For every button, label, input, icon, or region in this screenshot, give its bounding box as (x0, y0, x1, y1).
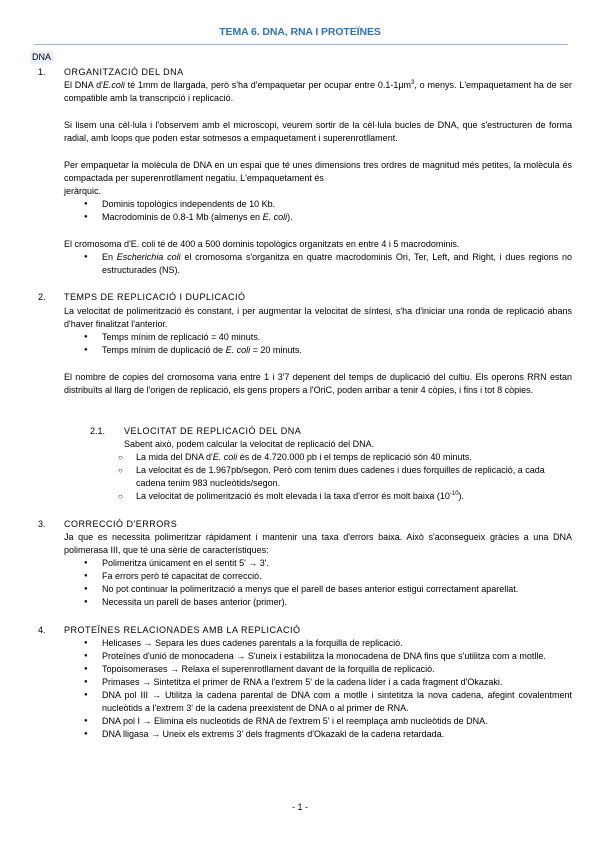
section-number: 3. (38, 519, 46, 529)
list-item: ● DNA lligasa → Uneix els extrems 3' dels fragments d'Okazaki de la cadena retardada. (84, 728, 572, 741)
section-label: DNA (32, 52, 52, 62)
list-item: ● En Escherichia coli el cromosoma s'organitza en quatre macrodominis Ori, Ter, Left, and Right, i dues regions no estructurades (NS). (84, 251, 572, 277)
list-item: ● Topoisomerases → Relaxa el superenrotllament davant de la forquilla de replicació. (84, 663, 572, 676)
list-item: ○ La velocitat de polimerització és molt elevada i la taxa d'error és molt baixa $(10^{-10})$. (118, 490, 572, 503)
paragraph: La velocitat de polimerització és constant, i per augmentar la velocitat de síntesi, s'ha d'iniciar una ronda de replicació abans d'haver finalitzat l'anterior. (64, 306, 572, 329)
paragraph: El cromosoma d'E. coli té de 400 a 500 dominis topològics organitzats en entre 4 i 5 macrodominis. (64, 239, 460, 249)
section-number: 2.1. (90, 426, 106, 436)
list-item: ● Dominis topològics independents de 10 Kb. (84, 198, 572, 211)
section-heading: ORGANITZACIÓ DEL DNA (64, 67, 184, 77)
section-heading: PROTEÏNES RELACIONADES AMB LA REPLICACIÓ (64, 625, 301, 635)
list-item: ○ La velocitat és de 1.967pb/segon. Però com tenim dues cadenes i dues forquilles de replicació, a cada cadena tenim 983 nucleòtids/segon. (118, 464, 572, 490)
paragraph: Per empaquetar la molècula de DNA en un espai que té unes dimensions tres ordres de magnitud més petites, la molècula és compactada per superenrotllament negatiu. L'empaquetament és (64, 160, 572, 183)
list-item: ● Macrodominis de 0.8-1 Mb (almenys en E. coli). (84, 211, 572, 224)
section-number: 4. (38, 625, 46, 635)
list-item: ● Proteïnes d'unió de monocadena → S'uneix i estabilitza la monocadena de DNA fins que s'utilitza com a motlle. (84, 650, 572, 663)
paragraph: Ja que es necessita polimeritzar ràpidament i mantenir una taxa d'errors baixa. Això s'aconsegueix gràcies a una DNA polimerasa III, que té una sèrie de característiques: (64, 532, 572, 555)
paragraph: El DNA d'E.coli té 1mm de llargada, però s'ha d'empaquetar per ocupar entre $0.1-1\mu m^3$, o menys. L'empaquetament ha de ser compatible amb la transcripció i replicació. (64, 80, 573, 103)
section-heading: CORRECCIÓ D'ERRORS (64, 519, 178, 529)
title-underline (34, 44, 568, 45)
list-item: ● Necessita un parell de bases anterior (primer). (84, 596, 572, 609)
bullet-list (84, 251, 572, 277)
list-item: ● DNA pol III → Utilitza la cadena parental de DNA com a motlle i sintetitza la nova cadena, afegint covalentment nucleòtids a l'extrem 3' de la cadena preexistent de DNA o al primer de RNA. (84, 689, 572, 715)
paragraph: Si lisem una cèl·lula i l'observem amb el microscopi, veurem sortir de la cèl·lula bucles de DNA, que s'estructuren de forma radial, amb loops que poden estar sotmesos a empaquetament i superenrotllament. (64, 120, 572, 143)
bullet-list (84, 637, 572, 741)
paragraph: Sabent això, podem calcular la velocitat de replicació del DNA. (124, 439, 375, 449)
circle-list (118, 451, 572, 503)
list-item: ● Polimeritza únicament en el sentit 5' → 3'. (84, 557, 572, 570)
list-item: ● DNA pol I → Elimina els nucleotids de RNA de l'extrem 5' i el reemplaça amb nucleòtids de DNA. (84, 715, 572, 728)
section-number: 1. (38, 67, 46, 77)
paragraph: El nombre de copies del cromosoma varia entre 1 i 3'7 depenent del temps de duplicació del cultiu. Els operons RRN estan distribuïts al llarg de l'origen de replicació, els gens propers a l'OriC, poden arribar a tenir 4 còpies, i fins i tot 8 còpies. (64, 372, 572, 395)
list-item: ● Primases → Sintetitza el primer de RNA a l'extrem 5' de la cadena líder i a cada fragment d'Okazaki. (84, 676, 572, 689)
list-item: ● Fa errors però té capacitat de correcció. (84, 570, 572, 583)
section-heading: TEMPS DE REPLICACIÓ I DUPLICACIÓ (64, 292, 246, 302)
list-item: ● Temps mínim de duplicació de E. coli = 20 minuts. (84, 344, 572, 357)
list-item: ○ La mida del DNA d'E. coli és de 4.720.000 pb i el temps de replicació són 40 minuts. (118, 451, 572, 464)
list-item: ● Helicases → Separa les dues cadenes parentals a la forquilla de replicació. (84, 637, 572, 650)
bullet-list (84, 331, 572, 357)
paragraph: jeràrquic. (64, 186, 102, 196)
section-number: 2. (38, 292, 46, 302)
list-item: ● Temps mínim de replicació = 40 minuts. (84, 331, 572, 344)
section-heading: VELOCITAT DE REPLICACIÓ DEL DNA (124, 426, 302, 436)
list-item: ● No pot continuar la polimerització a menys que el parell de bases anterior estigui correctament aparellat. (84, 583, 572, 596)
bullet-list (84, 198, 572, 224)
bullet-list (84, 557, 572, 609)
document-title: TEMA 6. DNA, RNA I PROTEÏNES (219, 26, 381, 38)
page-number: - 1 - (291, 802, 308, 812)
